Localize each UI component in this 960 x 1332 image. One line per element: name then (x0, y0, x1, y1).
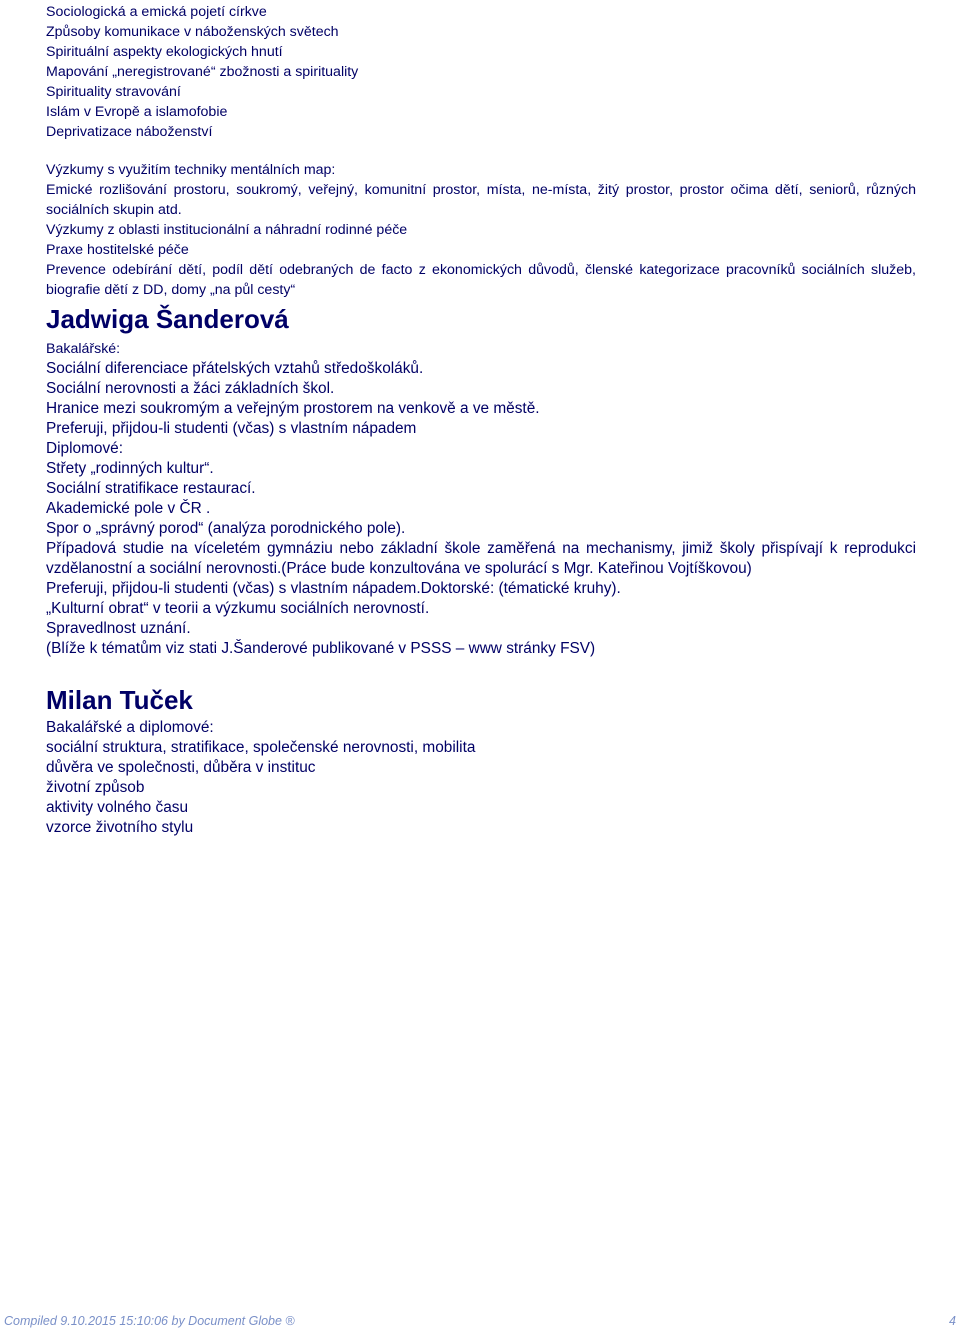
mental-maps-title: Výzkumy s využitím techniky mentálních map: (46, 162, 336, 178)
bachelor-topic: Sociální diferenciace přátelských vztahů středoškoláků. (46, 360, 424, 377)
master-topic: Sociální stratifikace restaurací. (46, 480, 256, 497)
topic-list (46, 2, 916, 142)
topic-item: Spirituality stravování (46, 84, 181, 100)
doctoral-line: Preferuji, přijdou-li studenti (včas) s vlastním nápadem.Doktorské: (tématické kruhy). (46, 580, 621, 597)
tucek-label: Bakalářské a diplomové: (46, 719, 214, 736)
mental-maps-text: Emické rozlišování prostoru, soukromý, veřejný, komunitní prostor, místa, ne-místa, žitý prostor, prostor očima dětí, seniorů, různých sociálních skupin atd. (46, 182, 916, 218)
reference-note: (Blíže k tématům viz stati J.Šanderové publikované v PSSS – www stránky FSV) (46, 640, 596, 657)
topic-item: Sociologická a emická pojetí církve (46, 4, 267, 20)
case-study-text: Případová studie na víceletém gymnáziu nebo základní škole zaměřená na mechanismy, jimiž školy přispívají k reprodukci vzdělanostní a sociální nerovnosti.(Práce bude konzultována ve spolurácí s Mgr. Kateřinou Vojtíškovou) (46, 540, 916, 577)
bachelor-topic: Preferuji, přijdou-li studenti (včas) s vlastním nápadem (46, 420, 417, 437)
care-title: Výzkumy z oblasti institucionální a náhradní rodinné péče (46, 222, 408, 238)
doctoral-topic: „Kulturní obrat“ v teorii a výzkumu sociálních nerovností. (46, 600, 430, 617)
master-topic: Střety „rodinných kultur“. (46, 460, 214, 477)
tucek-topic: životní způsob (46, 779, 145, 796)
tucek-topic: důvěra ve společnosti, důběra v instituc (46, 759, 316, 776)
master-topic: Spor o „správný porod“ (analýza porodnického pole). (46, 520, 406, 537)
bachelor-topic: Sociální nerovnosti a žáci základních škol. (46, 380, 335, 397)
doctoral-topic: Spravedlnost uznání. (46, 620, 191, 637)
page-number: 4 (949, 1314, 956, 1328)
care-item: Praxe hostitelské péče (46, 242, 189, 258)
tucek-heading: Milan Tuček (46, 685, 193, 715)
topic-item: Spirituální aspekty ekologických hnutí (46, 44, 283, 60)
topic-item: Mapování „neregistrované“ zbožnosti a spirituality (46, 64, 359, 80)
master-topic: Akademické pole v ČR . (46, 500, 211, 517)
topic-item: Způsoby komunikace v náboženských světech (46, 24, 339, 40)
bachelor-label: Bakalářské: (46, 341, 121, 357)
compiled-footer: Compiled 9.10.2015 15:10:06 by Document Globe ® (4, 1314, 295, 1328)
topic-item: Deprivatizace náboženství (46, 124, 213, 140)
care-item: Prevence odebírání dětí, podíl dětí odebraných de facto z ekonomických důvodů, členské kategorizace pracovníků sociálních služeb, biografie dětí z DD, domy „na půl cesty“ (46, 262, 916, 298)
document-page (46, 2, 916, 838)
tucek-topic: sociální struktura, stratifikace, společenské nerovnosti, mobilita (46, 739, 476, 756)
tucek-topic: vzorce životního stylu (46, 819, 194, 836)
master-label: Diplomové: (46, 440, 123, 457)
bachelor-topic: Hranice mezi soukromým a veřejným prostorem na venkově a ve městě. (46, 400, 540, 417)
sanderova-heading: Jadwiga Šanderová (46, 304, 289, 334)
tucek-topic: aktivity volného času (46, 799, 189, 816)
topic-item: Islám v Evropě a islamofobie (46, 104, 228, 120)
